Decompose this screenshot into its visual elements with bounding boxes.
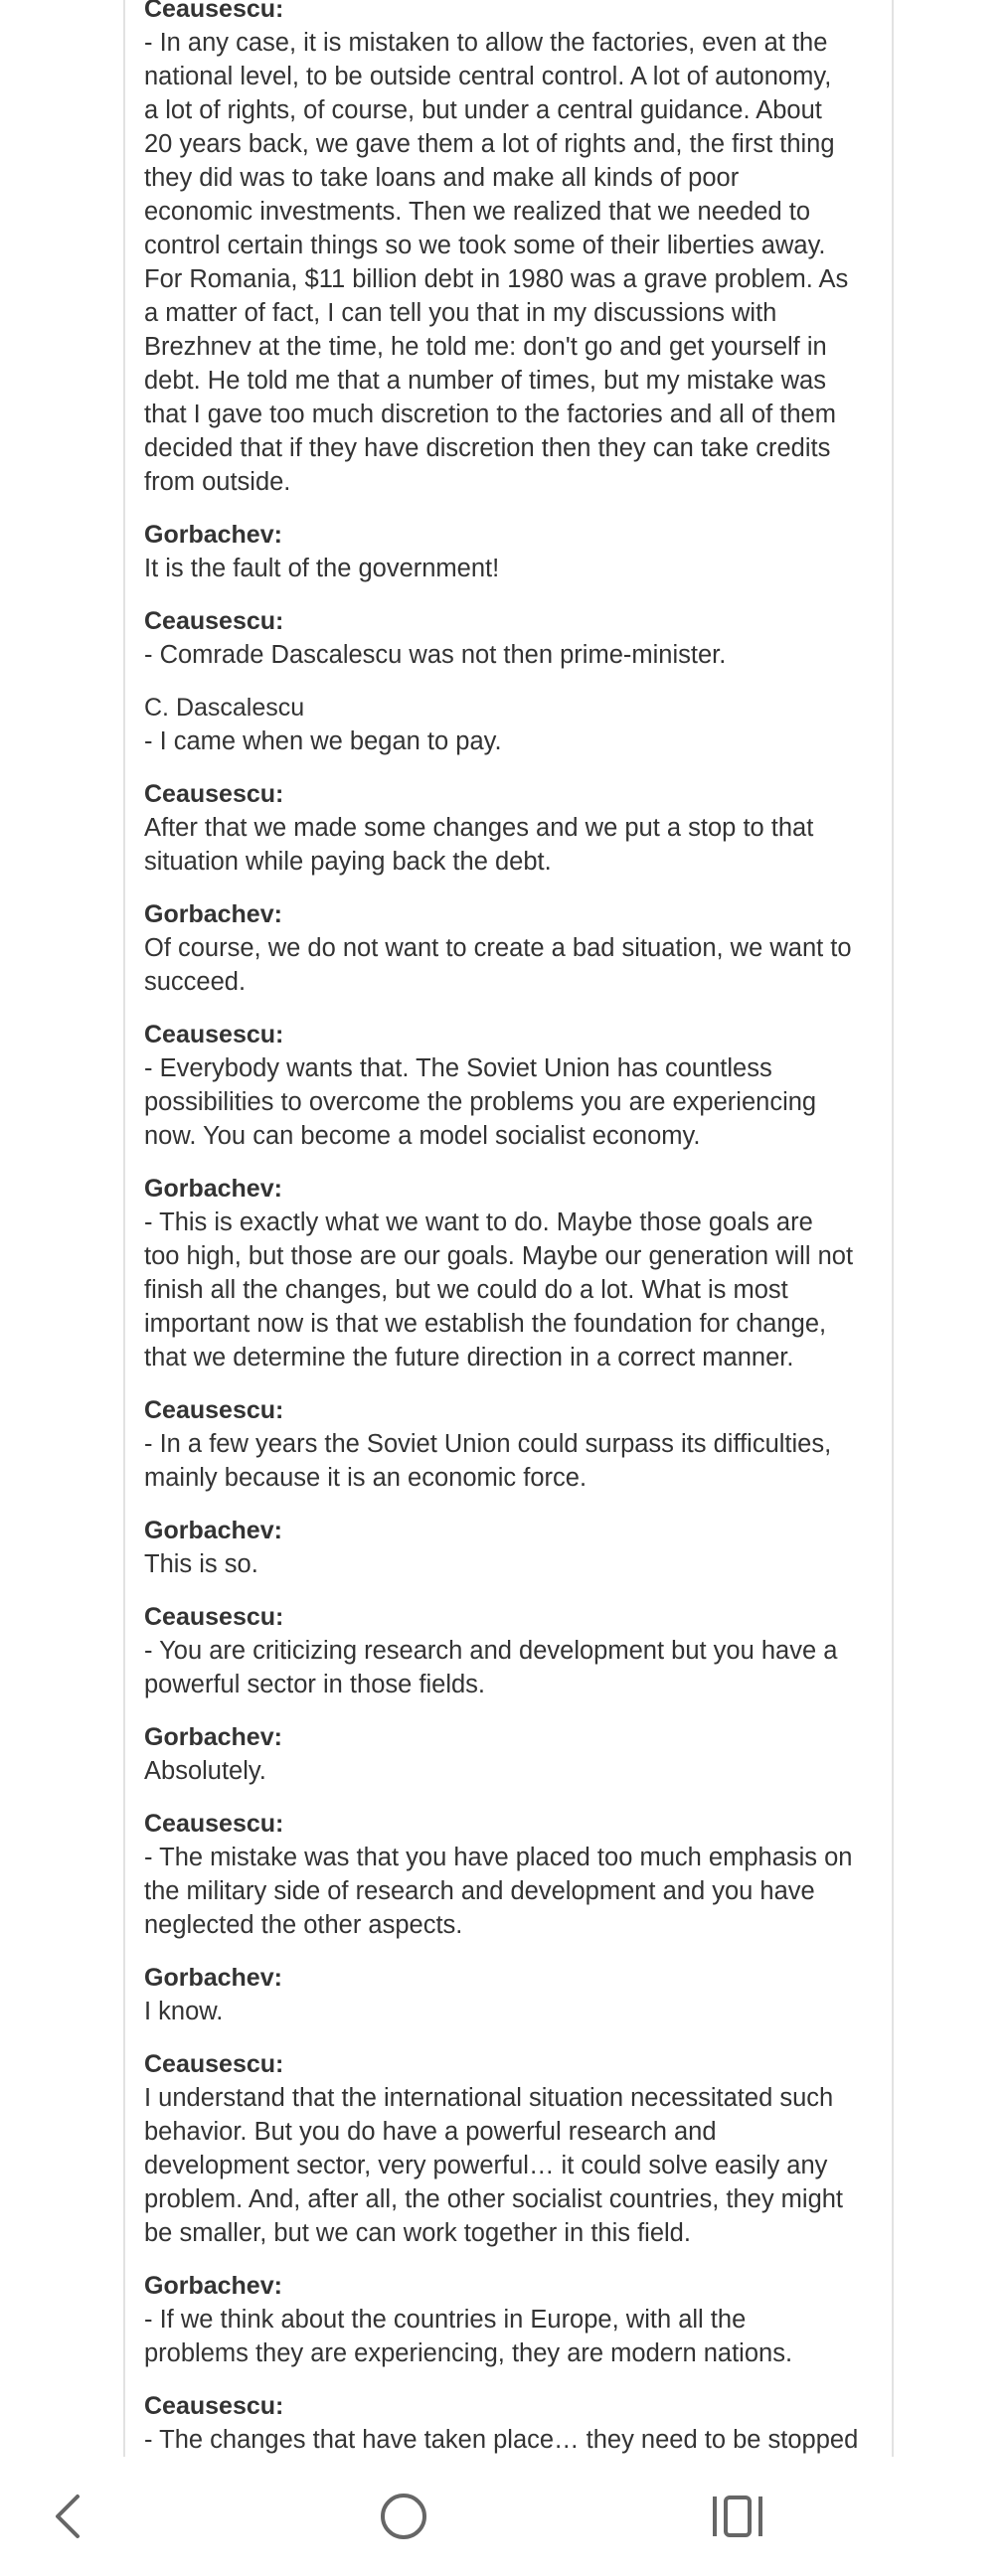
speaker-name: Ceausescu: (144, 2392, 284, 2420)
transcript-entry (144, 1172, 875, 1374)
chevron-left-icon (48, 2491, 87, 2542)
speech-text: - I came when we began to pay. (144, 727, 502, 755)
speech-text: After that we made some changes and we put a stop to that situation while paying back the debt. (144, 814, 814, 876)
speech-text: Absolutely. (144, 1757, 266, 1785)
speech-text: - This is exactly what we want to do. Maybe those goals are too high, but those are our goals. Maybe our generation will not finish all the changes, but we could do a lot. What is most important now is that we establish the foundation for change, that we determine the future direction in a correct manner. (144, 1208, 854, 1371)
document-page[interactable] (123, 0, 894, 2457)
transcript-entry (144, 2047, 875, 2250)
circle-home-icon (378, 2491, 429, 2542)
speech-text: - In a few years the Soviet Union could surpass its difficulties, mainly because it is an economic force. (144, 1430, 832, 1492)
speech-text: - If we think about the countries in Europe, with all the problems they are experiencing, they are modern nations. (144, 2306, 793, 2367)
speaker-name: Gorbachev: (144, 1723, 282, 1751)
transcript-entry (144, 518, 875, 585)
speaker-name: Ceausescu: (144, 1603, 284, 1631)
recent-apps-button[interactable] (688, 2469, 787, 2564)
transcript-entry (144, 1018, 875, 1153)
speech-text: - The changes that have taken place… they need to be stopped (144, 2426, 859, 2454)
speaker-name: Ceausescu: (144, 1810, 284, 1838)
speaker-name: Ceausescu: (144, 1396, 284, 1424)
recent-apps-icon (710, 2493, 765, 2540)
speech-text: - The mistake was that you have placed too much emphasis on the military side of research and development and you have neglected the other aspects. (144, 1844, 853, 1939)
speaker-name: Ceausescu: (144, 1021, 284, 1048)
transcript-entry (144, 2269, 875, 2370)
speech-text: I understand that the international situation necessitated such behavior. But you do have a powerful research and development sector, very powerful… it could solve easily any problem. And, after all, the other socialist countries, they might be smaller, but we can work together in this field. (144, 2084, 844, 2247)
transcript-entry (144, 1600, 875, 1701)
speaker-name: Gorbachev: (144, 1517, 282, 1544)
transcript-entry (144, 1720, 875, 1788)
back-button[interactable] (18, 2469, 117, 2564)
transcript-entry (144, 777, 875, 879)
transcript-entry (144, 0, 875, 499)
speaker-name: Gorbachev: (144, 1964, 282, 1992)
speaker-name: C. Dascalescu (144, 694, 305, 722)
speech-text: - Everybody wants that. The Soviet Union has countless possibilities to overcome the problems you are experiencing now. You can become a model socialist economy. (144, 1054, 817, 1150)
transcript-entry (144, 1514, 875, 1581)
speech-text: It is the fault of the government! (144, 555, 500, 582)
speaker-name: Gorbachev: (144, 2272, 282, 2300)
transcript-entry (144, 1393, 875, 1495)
transcript-entry (144, 897, 875, 999)
transcript (144, 0, 875, 2509)
speaker-name: Ceausescu: (144, 0, 284, 23)
speaker-name: Ceausescu: (144, 780, 284, 808)
transcript-entry (144, 691, 875, 758)
transcript-entry (144, 1961, 875, 2028)
transcript-entry (144, 1807, 875, 1942)
speech-text: - Comrade Dascalescu was not then prime-minister. (144, 641, 727, 669)
speaker-name: Ceausescu: (144, 607, 284, 635)
speech-text: - You are criticizing research and development but you have a powerful sector in those fields. (144, 1637, 838, 1698)
speaker-name: Gorbachev: (144, 1175, 282, 1203)
speech-text: Of course, we do not want to create a bad situation, we want to succeed. (144, 934, 852, 996)
speech-text: - In any case, it is mistaken to allow the factories, even at the national level, to be outside central control. A lot of autonomy, a lot of rights, of course, but under a central guidance. About 20 years back, we gave them a lot of rights and, the first thing they did was to take loans and make all kinds of poor economic investments. Then we realized that we needed to control certain things so we took some of their liberties away. For Romania, $11 billion debt in 1980 was a grave problem. As a matter of fact, I can tell you that in my discussions with Brezhnev at the time, he told me: don't go and get yourself in debt. He told me that a number of times, but my mistake was that I gave too much discretion to the factories and all of them decided that if they have discretion then they can take credits from outside. (144, 29, 849, 496)
home-button[interactable] (354, 2469, 453, 2564)
speech-text: This is so. (144, 1550, 258, 1578)
speaker-name: Gorbachev: (144, 521, 282, 549)
speaker-name: Gorbachev: (144, 900, 282, 928)
transcript-entry (144, 604, 875, 672)
speech-text: I know. (144, 1998, 224, 2025)
system-navigation-bar (0, 2457, 1008, 2576)
speaker-name: Ceausescu: (144, 2050, 284, 2078)
